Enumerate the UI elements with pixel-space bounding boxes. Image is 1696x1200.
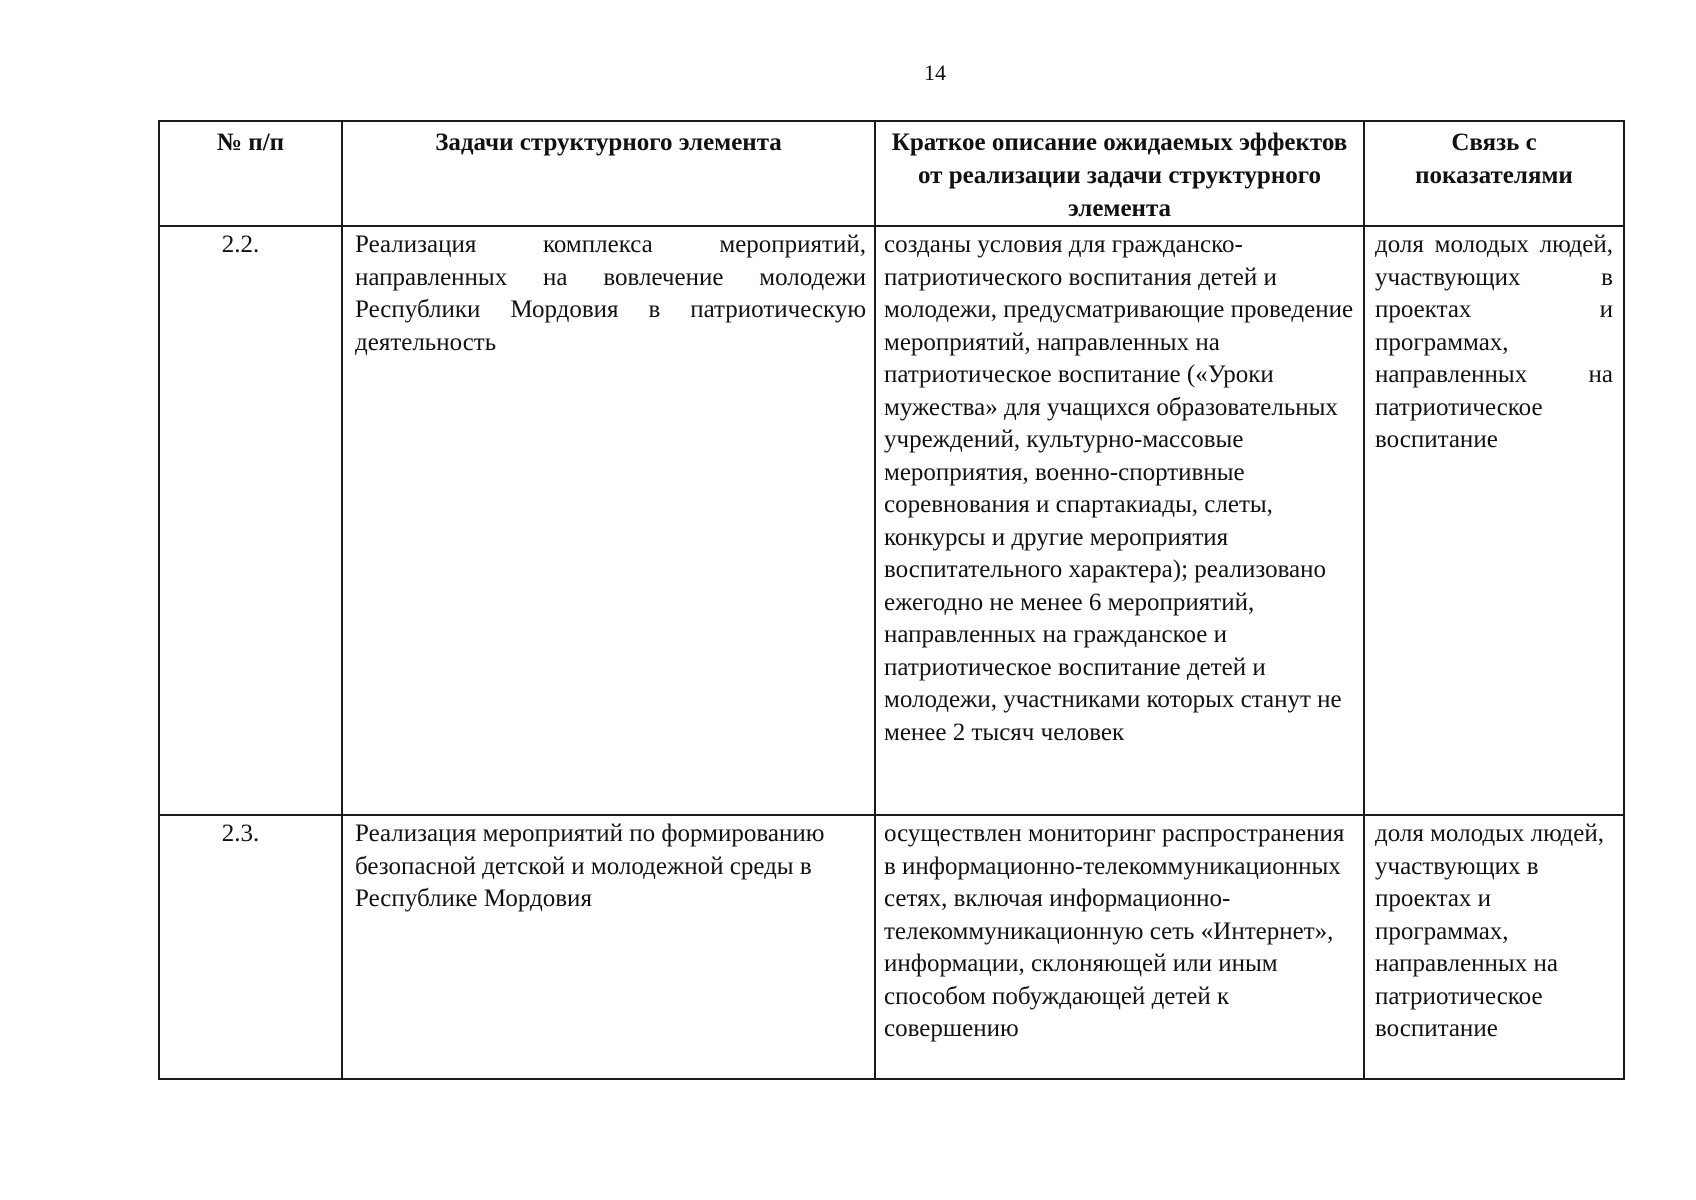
- header-effects: Краткое описание ожидаемых эффектов от реализации задачи структурного элемента: [875, 121, 1364, 226]
- task-cell: Реализация мероприятий по формированию безопасной детской и молодежной среды в Республике Мордовия: [342, 815, 875, 1079]
- effect-cell: созданы условия для гражданско-патриотического воспитания детей и молодежи, предусматривающие проведение мероприятий, направленных на патриотическое воспитание («Уроки мужества» для учащихся образовательных учреждений, культурно-массовые мероприятия, военно-спортивные соревнования и спартакиады, слеты, конкурсы и другие мероприятия воспитательного характера); реализовано ежегодно не менее 6 мероприятий, направленных на гражданское и патриотическое воспитание детей и молодежи, участниками которых станут не менее 2 тысяч человек: [875, 226, 1364, 815]
- header-number: № п/п: [159, 121, 342, 226]
- indicator-cell: доля молодых людей, участвующих в проектах и программах, направленных на патриотическое воспитание: [1364, 226, 1624, 815]
- tasks-table: [158, 120, 1625, 1080]
- table-row: [159, 815, 1624, 1079]
- indicator-cell: доля молодых людей, участвующих в проектах и программах, направленных на патриотическое воспитание: [1364, 815, 1624, 1079]
- header-indicators: Связь с показателями: [1364, 121, 1624, 226]
- table-header-row: [159, 121, 1624, 226]
- header-tasks: Задачи структурного элемента: [342, 121, 875, 226]
- row-number: 2.2.: [159, 226, 342, 815]
- effect-cell: осуществлен мониторинг распространения в информационно-телекоммуникационных сетях, включая информационно-телекоммуникационную сеть «Интернет», информации, склоняющей или иным способом побуждающей детей к совершению: [875, 815, 1364, 1079]
- page-number: 14: [924, 60, 946, 85]
- task-cell: Реализация комплекса мероприятий, направленных на вовлечение молодежи Республики Мордовия в патриотическую деятельность: [342, 226, 875, 815]
- row-number: 2.3.: [159, 815, 342, 1079]
- table-row: [159, 226, 1624, 815]
